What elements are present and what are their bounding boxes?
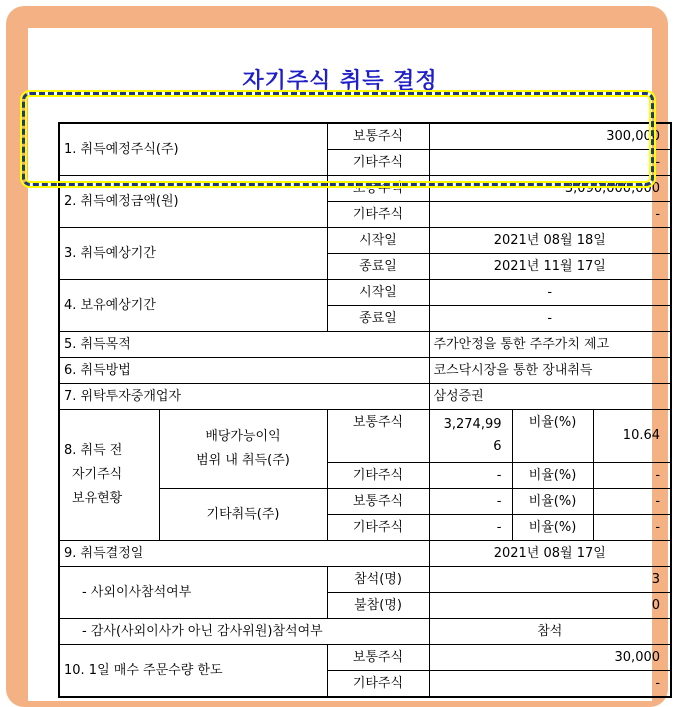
ratio-label: 비율(%) [512, 515, 593, 541]
row-label: 5. 취득목적 [59, 332, 429, 358]
row-sublabel: 기타주식 [327, 150, 429, 176]
row-sublabel: 보통주식 [327, 489, 429, 515]
row-sublabel: 기타주식 [327, 515, 429, 541]
row-value: - [429, 306, 671, 332]
row-sublabel: 시작일 [327, 228, 429, 254]
row-value: - [429, 202, 671, 228]
row-label: 1. 취득예정주식(주) [59, 123, 327, 176]
row-label: 2. 취득예정금액(원) [59, 176, 327, 228]
row-sublabel: 기타주식 [327, 671, 429, 698]
table-row [59, 332, 671, 358]
row-value: - [429, 515, 512, 541]
ratio-value: 10.64 [593, 410, 671, 463]
table-row [59, 410, 671, 463]
table-row [59, 123, 671, 150]
label-line: 자기주식 [72, 467, 123, 482]
row-label: 6. 취득방법 [59, 358, 429, 384]
label-line: 범위 내 취득(주) [196, 453, 290, 468]
disclosure-table [58, 122, 672, 698]
row-label: 10. 1일 매수 주문수량 한도 [59, 645, 327, 698]
row-value: 3,090,000,000 [429, 176, 671, 202]
other-acquisition-label: 기타취득(주) [159, 489, 327, 541]
row-label: 4. 보유예상기간 [59, 280, 327, 332]
row-sublabel: 보통주식 [327, 123, 429, 150]
row-sublabel: 불참(명) [327, 593, 429, 619]
row-label: 7. 위탁투자중개업자 [59, 384, 429, 410]
row-value: - [429, 150, 671, 176]
ratio-value: - [593, 515, 671, 541]
row-sublabel: 종료일 [327, 306, 429, 332]
ratio-label: 비율(%) [512, 489, 593, 515]
document-paper [28, 28, 661, 701]
table-row [59, 358, 671, 384]
table-row [59, 645, 671, 671]
row-sublabel: 보통주식 [327, 176, 429, 202]
row-value: - [429, 280, 671, 306]
row-value: 0 [429, 593, 671, 619]
table-row [59, 176, 671, 202]
row-value [429, 410, 512, 463]
row-value: 참석 [429, 619, 671, 645]
row-label: 3. 취득예상기간 [59, 228, 327, 280]
row-value: 2021년 11월 17일 [429, 254, 671, 280]
table-row [59, 228, 671, 254]
row-value: 30,000 [429, 645, 671, 671]
ratio-value: - [593, 463, 671, 489]
row-value: - [429, 463, 512, 489]
row-label: - 감사(사외이사가 아닌 감사위원)참석여부 [59, 619, 429, 645]
row-value: 코스닥시장을 통한 장내취득 [429, 358, 671, 384]
row-sublabel: 기타주식 [327, 463, 429, 489]
row-value: 3 [429, 567, 671, 593]
row-value: 삼성증권 [429, 384, 671, 410]
table-row [59, 280, 671, 306]
page-title: 자기주식 취득 결정 [242, 68, 438, 94]
row-sublabel: 참석(명) [327, 567, 429, 593]
row-label: - 사외이사참석여부 [59, 567, 327, 619]
label-line: 8. 취득 전 [64, 443, 123, 458]
row-sublabel: 시작일 [327, 280, 429, 306]
table-row [59, 619, 671, 645]
row-sublabel: 종료일 [327, 254, 429, 280]
table-row [59, 567, 671, 593]
row-value: 2021년 08월 17일 [429, 541, 671, 567]
ratio-value: - [593, 489, 671, 515]
row-label: 9. 취득결정일 [59, 541, 429, 567]
row-sublabel: 보통주식 [327, 645, 429, 671]
row-label [59, 410, 159, 541]
row-sublabel: 기타주식 [327, 202, 429, 228]
row-value: 2021년 08월 18일 [429, 228, 671, 254]
table-row [59, 541, 671, 567]
value-line: 6 [493, 439, 502, 454]
dividend-range-label [159, 410, 327, 489]
row-value: - [429, 489, 512, 515]
ratio-label: 비율(%) [512, 410, 593, 463]
row-sublabel: 보통주식 [327, 410, 429, 463]
label-line: 배당가능이익 [205, 429, 281, 444]
value-line: 3,274,99 [443, 417, 502, 432]
row-value: 주가안정을 통한 주주가치 제고 [429, 332, 671, 358]
row-value: - [429, 671, 671, 698]
label-line: 보유현황 [72, 491, 123, 506]
row-value: 300,000 [429, 123, 671, 150]
ratio-label: 비율(%) [512, 463, 593, 489]
table-row [59, 384, 671, 410]
